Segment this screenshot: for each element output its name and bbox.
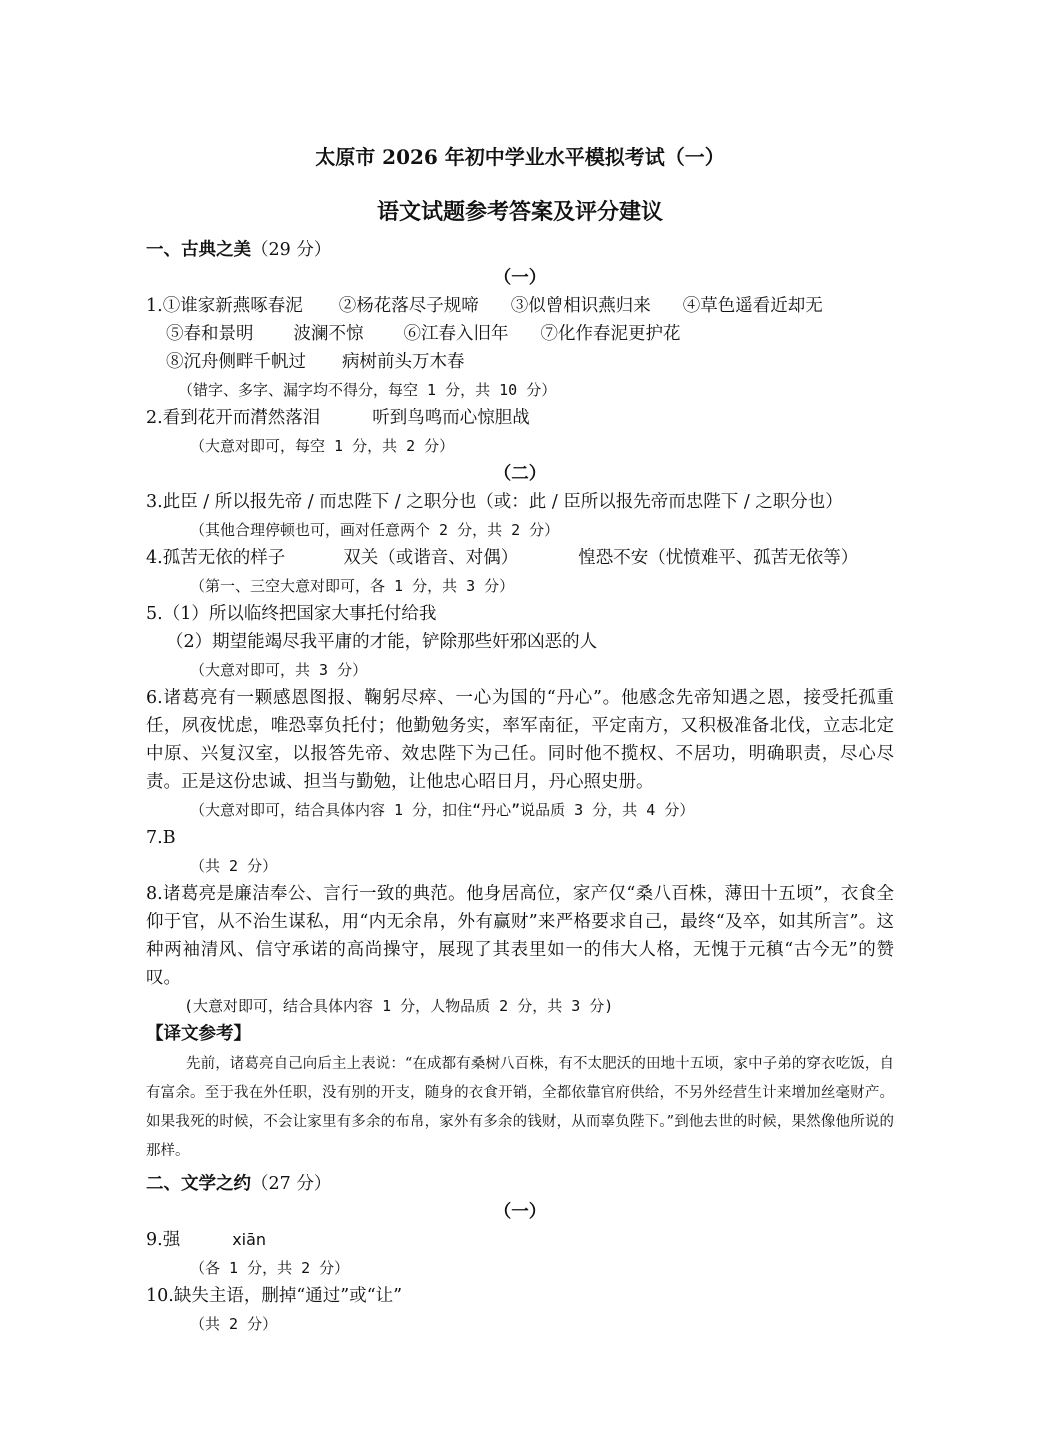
section-heading-classical: [146, 236, 894, 264]
q1-blank-8a: ⑧沉舟侧畔千帆过: [166, 352, 306, 372]
q1-blank-7: ⑦化作春泥更护花: [540, 324, 681, 344]
document-subtitle: 语文试题参考答案及评分建议: [376, 199, 663, 225]
scoring-note-q3: （其他合理停顿也可，画对任意两个 2 分，共 2 分）: [190, 521, 560, 539]
q1-blank-3: ③似曾相识燕归来: [510, 296, 651, 316]
q1-blank-5a: ⑤春和景明: [166, 324, 254, 344]
translation-text: 先前，诸葛亮自己向后主上表说：“在成都有桑树八百株，有不太肥沃的田地十五顷，家中子弟的穿衣吃饭，自有富余。至于我在外任职，没有别的开支，随身的衣食开销，全都依靠官府供给，不另外经营生计来增加丝毫财产。如果我死的时候，不会让家里有多余的布帛，家外有多余的钱财，从而辜负陛下。”到他去世的时候，果然像他所说的那样。: [146, 1056, 894, 1159]
answer-q1-line2: [146, 320, 894, 348]
answer-q1-line1: [146, 292, 894, 320]
exam-title: 太原市 2026 年初中学业水平模拟考试（一）: [315, 145, 725, 169]
q4-blank-1: 4.孤苦无依的样子: [146, 548, 286, 568]
part-heading-3: （一）: [493, 1202, 547, 1222]
answer-q3: 3.此臣 / 所以报先帝 / 而忠陛下 / 之职分也（或：此 / 臣所以报先帝而忠陛下 / 之职分也）: [146, 492, 843, 512]
scoring-note-q2: （大意对即可，每空 1 分，共 2 分）: [190, 437, 455, 455]
section-points: （27 分）: [251, 1174, 332, 1194]
scoring-note-q1: （错字、多字、漏字均不得分，每空 1 分，共 10 分）: [178, 381, 557, 399]
part-heading-2: （二）: [493, 464, 547, 484]
q9-blank-2: xiān: [232, 1230, 267, 1249]
scoring-note-q5: （大意对即可，共 3 分）: [190, 661, 368, 679]
q1-blank-8b: 病树前头万木春: [342, 352, 465, 372]
q4-blank-2: 双关（或谐音、对偶）: [343, 548, 519, 568]
q2-blank-1: 2.看到花开而潸然落泪: [146, 408, 321, 428]
section-heading-literature: [146, 1170, 894, 1198]
scoring-note-q4: （第一、三空大意对即可，各 1 分，共 3 分）: [190, 577, 515, 595]
scoring-note-q6: （大意对即可，结合具体内容 1 分，扣住“丹心”说品质 3 分，共 4 分）: [190, 801, 695, 819]
q9-blank-1: 9.强: [146, 1230, 181, 1250]
answer-q4: [146, 544, 894, 572]
scoring-note-q10: （共 2 分）: [190, 1315, 278, 1333]
q1-blank-5b: 波澜不惊: [293, 324, 364, 344]
q2-blank-2: 听到鸟鸣而心惊胆战: [372, 408, 530, 428]
section-title: 一、古典之美: [146, 240, 251, 260]
answer-q6: 6.诸葛亮有一颗感恩图报、鞠躬尽瘁、一心为国的“丹心”。他感念先帝知遇之恩，接受托孤重任，夙夜忧虑，唯恐辜负托付；他勤勉务实，率军南征，平定南方，又积极准备北伐，立志北定中原、兴复汉室，以报答先帝、效忠陛下为己任。同时他不揽权、不居功，明确职责，尽心尽责。正是这份忠诚、担当与勤勉，让他忠心昭日月，丹心照史册。: [146, 688, 894, 792]
q4-blank-3: 惶恐不安（忧愤难平、孤苦无依等）: [578, 548, 859, 568]
q1-blank-6: ⑥江春入旧年: [403, 324, 509, 344]
part-heading-1: （一）: [493, 268, 547, 288]
q1-blank-4: ④草色遥看近却无: [682, 296, 823, 316]
answer-q10: 10.缺失主语，删掉“通过”或“让”: [146, 1286, 403, 1306]
document-body: [146, 140, 894, 1338]
answer-q2: [146, 404, 894, 432]
answer-q1-line3: [146, 348, 894, 376]
answer-q8: 8.诸葛亮是廉洁奉公、言行一致的典范。他身居高位，家产仅“桑八百株，薄田十五顷”，衣食全仰于官，从不治生谋私，用“内无余帛，外有赢财”来严格要求自己，最终“及卒，如其所言”。这种两袖清风、信守承诺的高尚操守，展现了其表里如一的伟大人格，无愧于元稹“古今无”的赞叹。: [146, 884, 894, 988]
scoring-note-q7: （共 2 分）: [190, 857, 278, 875]
answer-q5-2: （2）期望能竭尽我平庸的才能，铲除那些奸邪凶恶的人: [166, 632, 598, 652]
answer-q7: 7.B: [146, 828, 176, 848]
scoring-note-q8: (大意对即可，结合具体内容 1 分，人物品质 2 分，共 3 分): [184, 997, 614, 1015]
scoring-note-q9: （各 1 分，共 2 分）: [190, 1259, 350, 1277]
answer-q9: [146, 1226, 894, 1254]
q1-blank-2: ②杨花落尽子规啼: [338, 296, 479, 316]
translation-heading: 【译文参考】: [146, 1024, 251, 1044]
section-points: （29 分）: [251, 240, 332, 260]
section-title: 二、文学之约: [146, 1174, 251, 1194]
q1-blank-1: 1.①谁家新燕啄春泥: [146, 296, 303, 316]
answer-q5-1: 5.（1）所以临终把国家大事托付给我: [146, 604, 437, 624]
